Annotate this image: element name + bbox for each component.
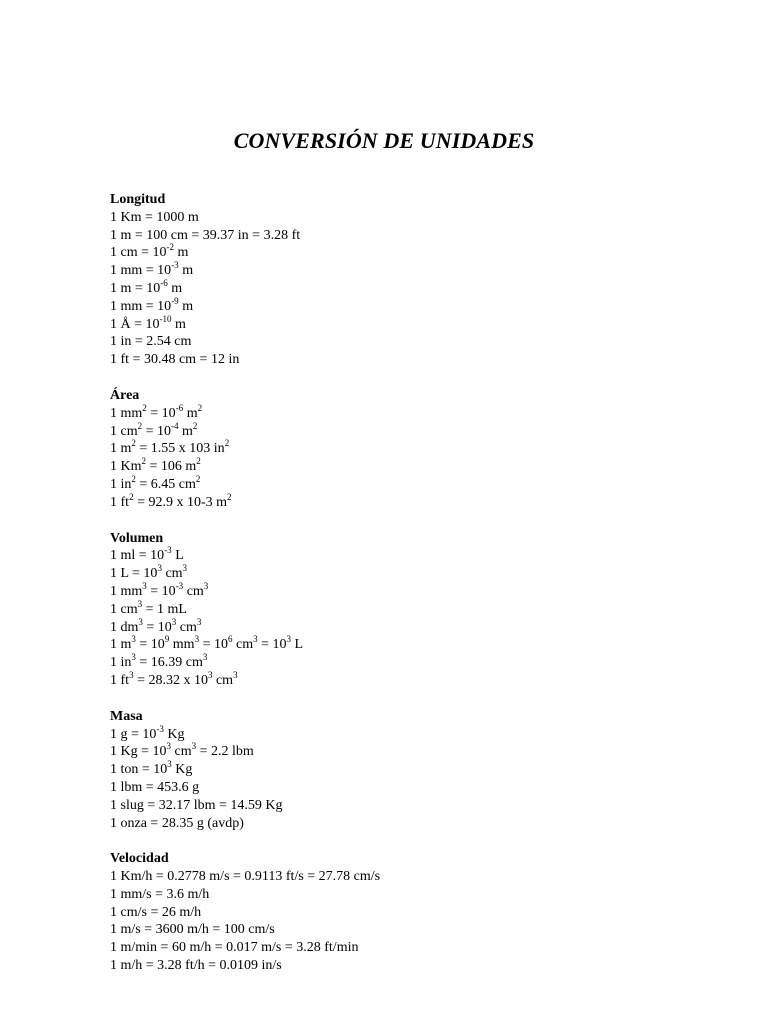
conversion-text: 1 mm = 10 (110, 263, 172, 279)
section-heading: Masa (110, 708, 143, 724)
section-longitud (110, 191, 730, 369)
exponent: -9 (171, 295, 179, 306)
conversion-text: cm (171, 744, 192, 760)
section-heading: Longitud (110, 192, 166, 207)
conversion-text: 1 in (110, 655, 132, 671)
conversion-line (110, 815, 730, 833)
exponent: 3 (137, 598, 143, 609)
conversion-text: m (167, 280, 183, 296)
exponent: -3 (175, 580, 184, 591)
section-area (110, 387, 730, 512)
conversion-text: 1 m/h = 3.28 ft/h = 0.0109 in/s (110, 958, 282, 974)
conversion-text: 1 m (110, 637, 132, 653)
conversion-text: Kg (171, 762, 193, 778)
exponent: 3 (166, 741, 172, 752)
conversion-line (110, 939, 730, 957)
conversion-text: 1 Km/h = 0.2778 m/s = 0.9113 ft/s = 27.78 cm/s (110, 869, 381, 885)
exponent: 3 (196, 616, 202, 627)
conversion-text: = 92.9 x 10-3 m (133, 494, 228, 510)
conversion-text: cm (161, 566, 183, 582)
conversion-line (110, 313, 730, 334)
exponent: 2 (224, 438, 230, 449)
conversion-line (110, 957, 730, 975)
conversion-text: cm (232, 637, 254, 653)
conversion-line (110, 654, 730, 672)
section-velocidad (110, 850, 730, 975)
exponent: 2 (195, 473, 201, 484)
conversion-text: 1 Kg = 10 (110, 744, 167, 760)
exponent: 3 (131, 652, 136, 663)
conversion-text: 1 m/min = 60 m/h = 0.017 m/s = 3.28 ft/min (110, 940, 359, 956)
exponent: 3 (157, 563, 162, 574)
exponent: 2 (192, 420, 198, 431)
section-masa (110, 708, 730, 833)
exponent: 2 (131, 438, 136, 449)
section-heading: Área (110, 387, 140, 403)
conversion-line (110, 295, 730, 316)
conversion-text: = 6.45 cm (135, 476, 196, 492)
conversion-line (110, 440, 730, 458)
exponent: 2 (129, 491, 134, 502)
conversion-line (110, 420, 730, 441)
conversion-text: 1 ml = 10 (110, 548, 165, 564)
conversion-text: m (178, 263, 194, 279)
conversion-text: 1 mm (110, 583, 143, 599)
conversion-line (110, 244, 730, 262)
exponent: 2 (197, 402, 203, 413)
conversion-text: m (171, 316, 186, 332)
conversion-line (110, 547, 730, 565)
exponent: 3 (207, 669, 213, 680)
exponent: -3 (156, 723, 164, 734)
conversion-text: 1 onza = 28.35 g (avdp) (110, 815, 244, 831)
conversion-line (110, 797, 730, 815)
conversion-text: 1 ft (110, 672, 130, 688)
conversion-text: 1 mm = 10 (110, 298, 172, 314)
conversion-text: 1 ft (110, 494, 130, 510)
exponent: 2 (131, 473, 136, 484)
conversion-text: L (171, 548, 184, 564)
exponent: 3 (129, 669, 134, 680)
conversion-text: = 10 (199, 637, 228, 653)
exponent: 3 (191, 741, 197, 752)
exponent: 3 (138, 616, 143, 627)
conversion-text: 1 in = 2.54 cm (110, 334, 192, 350)
conversion-text: = 10 (146, 583, 176, 599)
exponent: 2 (196, 456, 201, 467)
exponent: -3 (171, 260, 179, 271)
exponent: 3 (233, 669, 238, 680)
conversion-text: cm (212, 672, 234, 688)
conversion-text: L (291, 637, 304, 653)
conversion-text: 1 cm/s = 26 m/h (110, 904, 202, 920)
conversion-line (110, 743, 730, 761)
conversion-text: 1 m = 10 (110, 280, 161, 296)
conversion-text: 1 cm (110, 423, 138, 439)
conversion-text: = 106 m (146, 459, 197, 475)
conversion-text: 1 dm (110, 619, 139, 635)
exponent: -6 (175, 402, 184, 413)
conversion-text: 1 slug = 32.17 lbm = 14.59 Kg (110, 797, 283, 813)
conversion-text: = 10 (142, 423, 172, 439)
conversion-text: = 10 (146, 405, 176, 421)
section-heading: Velocidad (110, 851, 169, 867)
conversion-line (110, 598, 730, 619)
conversion-text: 1 L = 10 (110, 566, 158, 582)
conversion-line (110, 491, 730, 512)
conversion-text: = 10 (257, 637, 287, 653)
exponent: -2 (166, 242, 174, 253)
conversion-line (110, 616, 730, 637)
exponent: 2 (227, 491, 232, 502)
conversion-line (110, 565, 730, 583)
conversion-line (110, 921, 730, 939)
conversion-text: cm (183, 583, 204, 599)
exponent: 2 (141, 456, 146, 467)
conversion-line (110, 277, 730, 298)
conversion-line (110, 209, 730, 227)
conversion-text: = 1 mL (142, 601, 187, 617)
exponent: 2 (142, 402, 147, 413)
conversion-text: m (174, 245, 189, 261)
conversion-text: 1 in (110, 476, 132, 492)
exponent: -4 (171, 420, 179, 431)
exponent: 3 (142, 580, 147, 591)
conversion-text: 1 mm (110, 405, 143, 421)
exponent: 3 (171, 616, 177, 627)
conversion-line (110, 779, 730, 797)
conversion-line (110, 669, 730, 690)
conversion-line (110, 868, 730, 886)
exponent: 3 (286, 634, 291, 645)
conversion-text: = 10 (135, 637, 165, 653)
conversion-text: = 10 (142, 619, 172, 635)
conversion-content (110, 191, 730, 975)
conversion-text: 1 cm = 10 (110, 245, 167, 261)
conversion-text: 1 m/s = 3600 m/h = 100 cm/s (110, 922, 275, 938)
exponent: -3 (164, 545, 172, 556)
exponent: 3 (194, 634, 200, 645)
conversion-text: 1 m = 100 cm = 39.37 in = 3.28 ft (110, 227, 301, 243)
exponent: 9 (164, 634, 170, 645)
section-volumen (110, 530, 730, 690)
conversion-text: m (178, 423, 193, 439)
conversion-line (110, 904, 730, 922)
conversion-line (110, 580, 730, 601)
section-heading: Volumen (110, 530, 164, 546)
exponent: -6 (160, 277, 168, 288)
conversion-line (110, 723, 730, 744)
conversion-text: = 2.2 lbm (196, 744, 254, 760)
conversion-text: 1 ft = 30.48 cm = 12 in (110, 352, 240, 368)
conversion-text: Kg (163, 726, 185, 742)
conversion-line (110, 351, 730, 369)
page-title: CONVERSIÓN DE UNIDADES (233, 128, 535, 153)
conversion-text: mm (169, 637, 195, 653)
exponent: 3 (253, 634, 258, 645)
conversion-text: 1 Km = 1000 m (110, 209, 199, 225)
conversion-text: 1 Å = 10 (110, 316, 160, 332)
conversion-line (110, 333, 730, 351)
conversion-line (110, 761, 730, 779)
conversion-line (110, 262, 730, 280)
conversion-line (110, 402, 730, 423)
conversion-line (110, 458, 730, 476)
exponent: 3 (167, 759, 172, 770)
exponent: -10 (159, 313, 172, 324)
exponent: 3 (203, 580, 209, 591)
conversion-text: = 28.32 x 10 (133, 672, 208, 688)
conversion-text: cm (176, 619, 197, 635)
conversion-text: 1 mm/s = 3.6 m/h (110, 886, 210, 902)
conversion-line (110, 227, 730, 245)
exponent: 3 (182, 563, 188, 574)
exponent: 3 (131, 634, 136, 645)
exponent: 2 (137, 420, 143, 431)
conversion-text: 1 Km (110, 459, 142, 475)
exponent: 6 (227, 634, 233, 645)
conversion-text: 1 g = 10 (110, 726, 157, 742)
conversion-text: m (183, 405, 198, 421)
conversion-text: = 16.39 cm (135, 655, 203, 671)
conversion-text: m (178, 298, 194, 314)
conversion-text: 1 lbm = 453.6 g (110, 779, 200, 795)
exponent: 3 (202, 652, 208, 663)
conversion-text: 1 cm (110, 601, 138, 617)
conversion-text: 1 ton = 10 (110, 762, 168, 778)
conversion-line (110, 886, 730, 904)
conversion-line (110, 473, 730, 494)
conversion-text: 1 m (110, 441, 132, 457)
conversion-text: = 1.55 x 103 in (135, 441, 225, 457)
